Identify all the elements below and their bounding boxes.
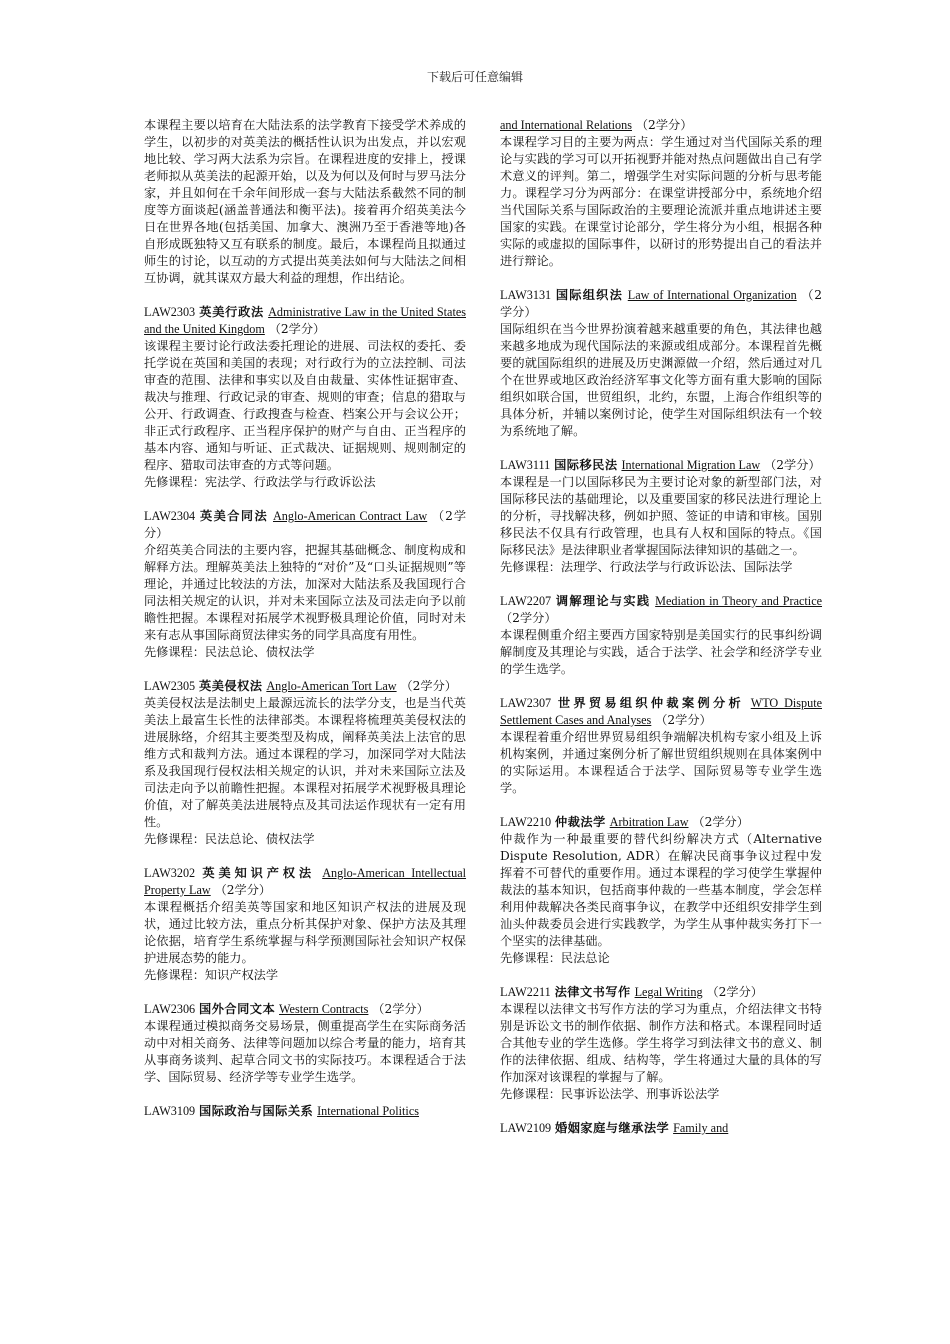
course-code: LAW3109 (144, 1104, 196, 1118)
course-description: 本课程是一门以国际移民为主要讨论对象的新型部门法，对国际移民法的基础理论，以及重要国家的移民法进行理论上的分析，寻找解决移，例如护照、签证的申请和审核。国别移民法不仅具有行政管理，也具有人权和国际的特点。《国际移民法》是法律职业者掌握国际法律知识的基础之一。 (500, 475, 822, 557)
course-title (144, 865, 466, 899)
course-description: 本课程学习目的主要为两点：学生通过对当代国际关系的理论与实践的学习可以开拓视野并能对热点问题做出自己有学术意义的评判。第二，增强学生对实际问题的分析与思考能力。课程学习分为两部分：在课堂讲授部分中，系统地介绍当代国际关系与国际政治的主要理论流派并重点地讲述主要国家的实践。在课堂讨论部分，学生将分为小组，根据各种实际的或虚拟的国际事件，以研讨的形势提出自己的看法并进行辩论。 (500, 135, 822, 268)
course-title (500, 117, 822, 134)
course-title (500, 984, 822, 1001)
course-entry (144, 1103, 466, 1120)
course-chinese-name: 国外合同文本 (199, 1002, 276, 1016)
course-prerequisites: 先修课程：宪法学、行政法学与行政诉讼法 (144, 475, 376, 489)
course-chinese-name: 调解理论与实践 (555, 594, 651, 608)
course-code: LAW2307 (500, 696, 552, 710)
course-english-name: International Migration Law (621, 458, 761, 472)
course-title (500, 1120, 822, 1137)
course-english-name: Anglo-American Tort Law (266, 679, 397, 693)
course-title (144, 1001, 466, 1018)
course-entry (144, 865, 466, 984)
course-description: 仲裁作为一种最重要的替代纠纷解决方式（Alternative Dispute Resolution, ADR）在解决民商事争议过程中发挥着不可替代的重要作用。通过本课程的学习使学生掌握仲裁法的基本知识，包括商事仲裁的一些基本制度，学会怎样利用仲裁解决各类民商事争议，在教学中还组织安排学生到汕头仲裁委员会进行实践教学，为学生从事仲裁实务打下一个坚实的法律基础。 (500, 832, 822, 948)
course-description: 介绍英美合同法的主要内容，把握其基础概念、制度构成和解释方法。理解英美法上独特的“对价”及“口头证据规则”等理论，并通过比较法的方法，加深对大陆法系及我国现行合同法相关规定的认识，并对未来国际立法及司法走向予以前瞻性把握。本课程对拓展学术视野极具理论价值，同时对未来有志从事国际商贸法律实务的同学具高度有用性。 (144, 543, 466, 642)
course-english-name: Arbitration Law (609, 815, 689, 829)
course-title (144, 304, 466, 338)
course-title (144, 1103, 466, 1120)
course-code: LAW2305 (144, 679, 196, 693)
course-code: LAW2211 (500, 985, 551, 999)
course-entry (144, 508, 466, 661)
course-title (500, 695, 822, 729)
course-english-name: Legal Writing (634, 985, 703, 999)
course-description: 本课程着重介绍世界贸易组织争端解决机构专家小组及上诉机构案例，并通过案例分析了解世贸组织规则在具体案例中的实际运用。本课程适合于法学、国际贸易等专业学生选学。 (500, 730, 822, 795)
course-chinese-name: 仲裁法学 (555, 815, 606, 829)
course-entry (500, 695, 822, 797)
course-english-name: Anglo-American Intellectual Property Law (144, 866, 467, 897)
course-chinese-name: 法律文书写作 (554, 985, 631, 999)
course-credit: （2学分） (706, 985, 763, 999)
course-chinese-name: 英美侵权法 (199, 679, 263, 693)
course-credit: （2学分） (268, 322, 326, 336)
course-code: LAW3111 (500, 458, 551, 472)
course-chinese-name: 英美知识产权法 (202, 866, 315, 880)
course-description: 本课程通过模拟商务交易场景，侧重提高学生在实际商务活动中对相关商务、法律等问题加以综合考量的能力，培育其从事商务谈判、起草合同文书的实际技巧。本课程适合于法学、国际贸易、经济学等专业学生选学。 (144, 1019, 466, 1084)
intro-paragraph: 本课程主要以培育在大陆法系的法学教育下接受学术养成的学生，以初步的对英美法的概括性认识为出发点，并以宏观地比较、学习两大法系为宗旨。在课程进度的安排上，授课老师拟从英美法的起源开始，以及为何以及何时与罗马法分家，并且如何在千余年间形成一套与大陆法系截然不同的制度等方面谈起(涵盖普通法和衡平法)。接着再介绍英美法今日在世界各地(包括美国、加拿大、澳洲乃至于香港等地)各自形成既独特又互有联系的制度。最后，本课程尚且拟通过师生的讨论，以互动的方式提出英美法如何与大陆法之间相互协调，就其谋双方最大利益的理想，作出结论。 (144, 118, 466, 285)
course-prerequisites: 先修课程：知识产权法学 (144, 968, 279, 982)
course-description: 英美侵权法是法制史上最源远流长的法学分支，也是当代英美法上最富生长性的法律部类。本课程将梳理英美侵权法的进展脉络，介绍其主要类型及构成，阐释英美法上法官的思维方式和裁判方法。通过本课程的学习，加深同学对大陆法系及我国现行侵权法相关规定的认识，并对未来国际立法及司法走向予以前瞻性把握。本课程对拓展学术视野极具理论价值，对了解英美法进展特点及其司法运作现状有一定有用性。 (144, 696, 466, 829)
course-chinese-name: 英美行政法 (199, 305, 264, 319)
course-credit: （2学分） (692, 815, 749, 829)
course-credit: （2学分） (144, 509, 467, 540)
course-code: LAW2306 (144, 1002, 196, 1016)
course-code: LAW2207 (500, 594, 552, 608)
course-credit: （2学分） (635, 118, 693, 132)
course-prerequisites: 先修课程：民法总论 (500, 951, 610, 965)
course-credit: （2学分） (764, 458, 821, 472)
course-credit: （2学分） (655, 713, 712, 727)
course-credit: （2学分） (372, 1002, 429, 1016)
course-english-name: Anglo-American Contract Law (272, 509, 428, 523)
course-entry (144, 304, 466, 491)
course-title (500, 593, 822, 627)
course-english-name: International Politics (317, 1104, 419, 1118)
course-prerequisites: 先修课程：民法总论、债权法学 (144, 832, 315, 846)
left-column (144, 117, 466, 1137)
course-chinese-name: 英美合同法 (199, 509, 269, 523)
course-code: LAW2304 (144, 509, 196, 523)
course-english-name: Family and (673, 1121, 729, 1135)
course-description: 本课程概括介绍美英等国家和地区知识产权法的进展及现状，通过比较方法，重点分析其保护对象、保护方法及其理论依据，培育学生系统掌握与科学预测国际社会知识产权保护进展态势的能力。 (144, 900, 466, 965)
continued-course-block (500, 117, 822, 270)
course-chinese-name: 世界贸易组织仲裁案例分析 (557, 696, 744, 710)
course-code: LAW2303 (144, 305, 196, 319)
course-title (500, 457, 822, 474)
left-course-list (144, 304, 466, 1120)
course-prerequisites: 先修课程：法理学、行政法学与行政诉讼法、国际法学 (500, 560, 793, 574)
course-entry (500, 1120, 822, 1137)
course-credit: （2学分） (500, 611, 557, 625)
course-english-name: WTO Dispute Settlement Cases and Analyses (500, 696, 822, 727)
course-description: 本课程以法律文书写作方法的学习为重点，介绍法律文书特别是诉讼文书的制作依据、制作方法和格式。本课程同时适合其他专业的学生选修。学生将学习到法律文书的意义、制作的法律依据、组成、结构等，学生将通过大量的具体的写作加深对该课程的掌握与了解。 (500, 1002, 822, 1084)
course-english-name: Law of International Organization (627, 288, 797, 302)
course-credit: （2学分） (400, 679, 457, 693)
course-english-name: and International Relations (500, 118, 632, 132)
course-code: LAW3131 (500, 288, 552, 302)
course-entry (500, 457, 822, 576)
course-code: LAW2210 (500, 815, 552, 829)
course-entry (144, 678, 466, 848)
course-english-name: Administrative Law in the United States and the United Kingdom (144, 305, 466, 336)
course-title (500, 287, 822, 321)
course-english-name: Western Contracts (279, 1002, 369, 1016)
course-code: LAW3202 (144, 866, 196, 880)
course-entry (500, 593, 822, 678)
course-chinese-name: 国际政治与国际关系 (199, 1104, 314, 1118)
course-description: 该课程主要讨论行政法委托理论的进展、司法权的委托、委托学说在英国和美国的表现；对行政行为的立法控制、司法审查的范围、法律和事实以及自由裁量、实体性证据审查、裁决与推理、行政记录的审查、规则的审查；信息的猎取与公开、行政调查、行政搜查与检查、档案公开与会议公开；非正式行政程序、正当程序保护的财产与自由、正当程序的基本内容、通知与听证、正式裁决、证据规则、规则制定的程序、猎取司法审查的方式等问题。 (144, 339, 466, 472)
course-entry (500, 287, 822, 440)
course-description: 本课程侧重介绍主要西方国家特别是美国实行的民事纠纷调解制度及其理论与实践，适合于法学、社会学和经济学专业的学生选学。 (500, 628, 822, 676)
course-description: 国际组织在当今世界扮演着越来越重要的角色，其法律也越来越多地成为现代国际法的来源或组成部分。本课程首先概要的就国际组织的进展及历史渊源做一介绍，然后通过对几个在世界或地区政治经济军事文化等方面有重大影响的国际组织如联合国，世贸组织，北约，东盟，上海合作组织等的具体分析，并辅以案例讨论，使学生对国际组织法有一个较为系统地了解。 (500, 322, 822, 438)
right-column (500, 117, 822, 1154)
course-credit: （2学分） (500, 288, 823, 319)
course-title (144, 508, 466, 542)
course-chinese-name: 国际组织法 (555, 288, 624, 302)
course-prerequisites: 先修课程：民法总论、债权法学 (144, 645, 315, 659)
course-english-name: Mediation in Theory and Practice (655, 594, 823, 608)
course-chinese-name: 国际移民法 (554, 458, 618, 472)
course-entry (500, 984, 822, 1103)
page-header: 下载后可任意编辑 (426, 70, 523, 84)
course-entry (144, 1001, 466, 1086)
course-entry (500, 814, 822, 967)
intro-block (144, 117, 466, 287)
course-credit: （2学分） (214, 883, 272, 897)
course-title (144, 678, 466, 695)
course-title (500, 814, 822, 831)
course-prerequisites: 先修课程：民事诉讼法学、刑事诉讼法学 (500, 1087, 720, 1101)
course-code: LAW2109 (500, 1121, 552, 1135)
right-course-list (500, 287, 822, 1137)
course-chinese-name: 婚姻家庭与继承法学 (555, 1121, 670, 1135)
